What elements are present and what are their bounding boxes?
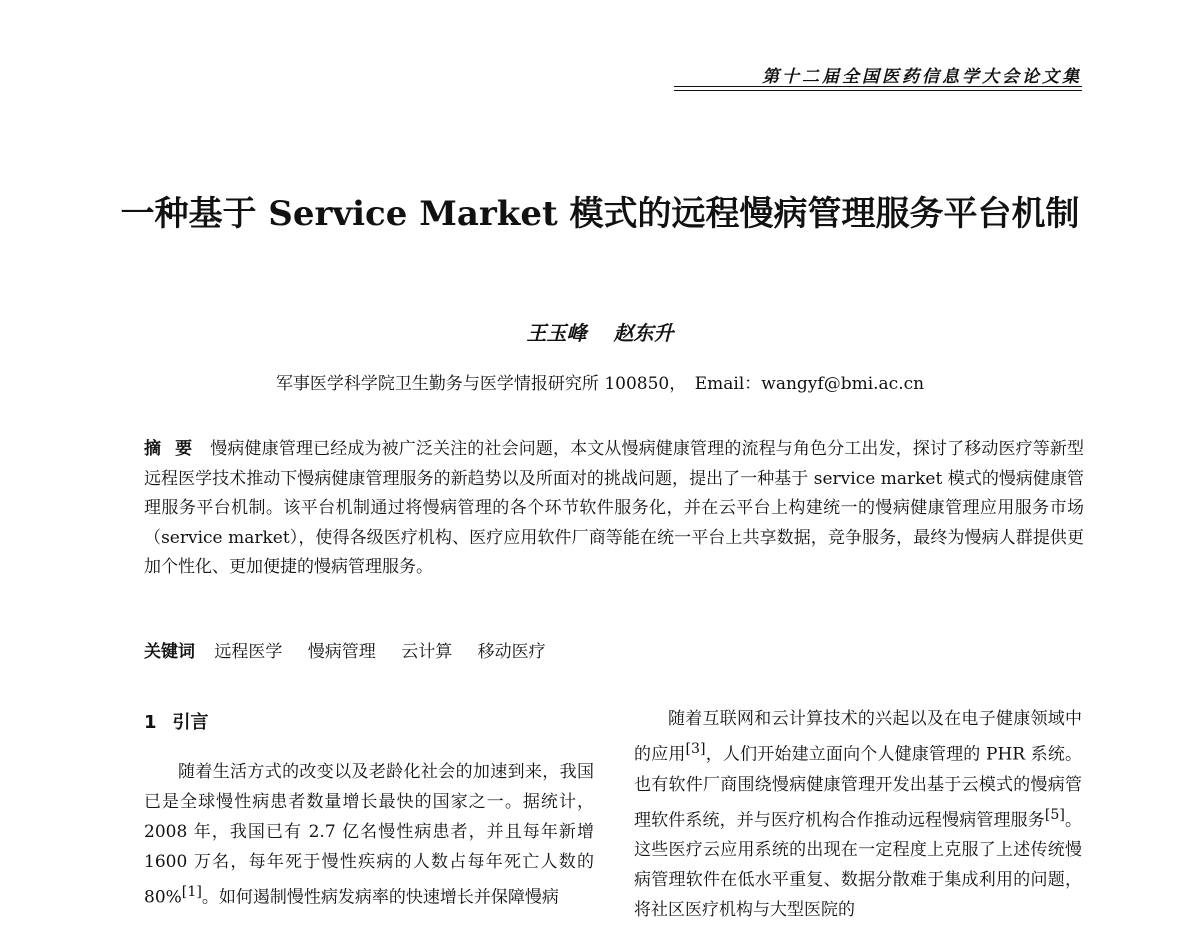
abstract-text: 慢病健康管理已经成为被广泛关注的社会问题，本文从慢病健康管理的流程与角色分工出发，探讨了移动医疗等新型远程医学技术推动下慢病健康管理服务的新趋势以及所面对的挑战问题，提出了一种基于 service market 模式的慢病健康管理服务平台机制。该平台机制通过将慢病管理的各个环节软件服务化，并在云平台上构建统一的慢病健康管理应用服务市场（service market），使得各级医疗机构、医疗应用软件厂商等能在统一平台上共享数据，竞争服务，最终为慢病人群提供更加个性化、更加便捷的慢病管理服务。 <box>144 439 1085 578</box>
keyword-item: 远程医学 <box>214 642 283 662</box>
keywords-label: 关键词 <box>144 642 195 662</box>
keyword-item: 慢病管理 <box>307 642 376 662</box>
header-rule-bottom <box>674 90 1082 91</box>
right-text-c: 。这些医疗云应用系统的出现在一定程度上克服了上述传统慢病管理软件在低水平重复、数据分散难于集成利用的问题，将社区医疗机构与大型医院的 <box>634 810 1083 921</box>
right-column <box>634 704 1082 925</box>
citation-1: [1] <box>181 884 202 900</box>
left-text-b: 。如何遏制慢性病发病率的快速增长并保障慢病 <box>201 887 559 908</box>
left-text-a: 随着生活方式的改变以及老龄化社会的加速到来，我国已是全球慢性病患者数量增长最快的国家之一。据统计，2008 年，我国已有 2.7 亿名慢性病患者，并且每年新增 1600 万名，每年死于慢性疾病的人数占每年死亡人数的 80% <box>144 762 594 908</box>
citation-5: [5] <box>1044 806 1065 823</box>
citation-3: [3] <box>685 741 706 757</box>
keyword-item: 移动医疗 <box>477 642 546 662</box>
right-paragraph <box>634 704 1082 925</box>
section-heading <box>144 708 209 734</box>
right-text-a: 随着互联网和云计算技术的兴起以及在电子健康领域中的应用 <box>634 709 1082 765</box>
left-paragraph <box>144 757 594 913</box>
abstract <box>144 435 1084 583</box>
paper-title: 一种基于 Service Market 模式的远程慢病管理服务平台机制 <box>120 194 1080 234</box>
keyword-item: 云计算 <box>401 642 453 662</box>
right-text-b: ，人们开始建立面向个人健康管理的 PHR 系统。也有软件厂商围绕慢病健康管理开发出基于云模式的慢病管理软件系统，并与医疗机构合作推动远程慢病管理服务 <box>634 744 1083 831</box>
paper-authors: 王玉峰 赵东升 <box>526 321 674 345</box>
abstract-label: 摘要 <box>144 439 207 459</box>
section-number: 1 <box>144 712 157 733</box>
author-affiliation: 军事医学科学院卫生勤务与医学情报研究所 100850， Email：wangyf@bmi.ac.cn <box>275 374 925 394</box>
running-header: 第十二届全国医药信息学大会论文集 <box>762 67 1082 87</box>
header-rule-top <box>674 86 1082 87</box>
keywords <box>144 637 566 662</box>
left-column <box>144 757 594 913</box>
section-title-text: 引言 <box>172 712 209 733</box>
